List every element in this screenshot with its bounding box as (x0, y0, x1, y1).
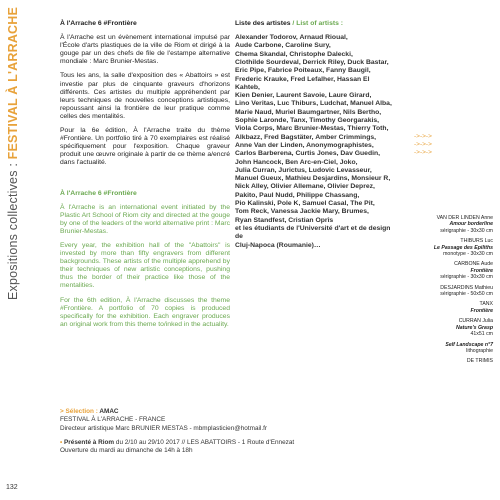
artist-line: Pio Kalinski, Pole K, Samuel Casal, The Pit, (235, 200, 375, 208)
page-number: 132 (6, 484, 18, 491)
en-heading: À l'Arrache 6 #Frontière (60, 189, 137, 197)
artist-line: Anne Van der Linden, Anonymographistes, (235, 141, 374, 149)
artists-heading-sep: / (290, 20, 297, 27)
work-title: Frontière (470, 267, 493, 274)
artist-line: Eric Pipe, Fabrice Poiteaux, Fanny Baugil, (235, 67, 371, 75)
artist-line: Tom Reck, Vanessa Jackie Mary, Brumes, (235, 208, 369, 216)
arrow-decoration (414, 133, 432, 156)
work-title: Nature's Grasp (456, 324, 493, 331)
opening-hours-line: Ouverture du mardi au dimanche de 14h à 18h (60, 447, 193, 455)
work-artist: VAN DER LINDEN Anne (436, 215, 493, 221)
artist-line: Chema Skandal, Christophe Dalecki, (235, 50, 353, 58)
work-entry (380, 301, 493, 314)
artists-heading (235, 20, 395, 28)
artist-line: Viola Corps, Marc Brunier-Mestas, Thierry Toth, (235, 125, 389, 133)
artist-line: Sophie Laronde, Tanx, Timothy Georgarakis, (235, 117, 380, 125)
artists-heading-fr: Liste des artistes (235, 20, 291, 27)
en-paragraph-2: Every year, the exhibition hall of the "Abattoirs" is invested by more than fifty engravers from different backgrounds. These artists of the multiple apprehend by their techniques of new artistic conceptions, pushing thus the border of their practice like those of the mentalities. (60, 241, 230, 290)
work-tech: 41x51 cm (470, 331, 493, 338)
selection-prefix: > Sélection : (60, 408, 100, 415)
work-entry (380, 285, 493, 298)
artist-line: Clothilde Sourdeval, Derrick Riley, Duck Bastar, (235, 58, 389, 66)
work-artist: CARBONE Aude (454, 261, 493, 268)
en-paragraph-1: À l'Arrache is an international event initiated by the Plastic Art School of Riom city and directed at the gouge by one of the leaders of the world alternative print : Marc Brunier-Mestas. (60, 203, 230, 235)
presentation-line (60, 439, 440, 447)
footer (60, 408, 440, 455)
work-tech: sérigraphie - 30x30 cm (440, 274, 493, 281)
work-artist: TANX (479, 301, 493, 308)
work-entry (380, 238, 493, 257)
works-list (380, 215, 493, 369)
en-paragraph-3: For the 6th edition, À l'Arrache discusses the theme #Frontière. A portfolio of 70 copies is produced specifically for the exhibition. Each engraver produces an original work from this theme to/inked in the actuality. (60, 296, 230, 328)
work-entry (380, 318, 493, 337)
work-entry (380, 342, 493, 355)
artist-line: Alexander Todorov, Arnaud Rioual, (235, 34, 348, 42)
work-tech: monotype - 30x30 cm (443, 251, 493, 258)
section-title-festival: FESTIVAL À L'ARRACHE (6, 6, 20, 160)
work-entry (380, 261, 493, 280)
arrow-line: ->->-> (414, 140, 432, 148)
artist-line: Julia Curran, Jurictus, Ludovic Levasseur, (235, 166, 372, 174)
artist-line: Pakito, Paul Nudd, Philippe Chassang, (235, 191, 360, 199)
work-artist: DESJARDINS Mathieu (440, 284, 493, 291)
section-title (6, 0, 26, 300)
work-title: Amour borderline (449, 221, 493, 228)
work-artist: THIBURS Luc (460, 238, 493, 245)
artist-line: et les étudiants de l'Université d'art et de design de (235, 224, 391, 241)
selection-name: AMAC (99, 408, 119, 415)
artist-line: Aude Carbone, Caroline Sury, (235, 42, 331, 50)
presentation-label: Présenté à Riom (64, 438, 115, 446)
work-artist: DE TRIMIS (466, 358, 493, 365)
artists-heading-en: List of artists : (296, 20, 344, 27)
fr-paragraph-2: Tous les ans, la salle d'exposition des « Abattoirs » est investie par plus de cinquante graveurs d'horizons différents. Ces artistes du multiple appréhendent par leurs techniques de nouvelles conceptions artistiques, repoussant ainsi la frontière de leur pratique comme celles des mentalités. (60, 72, 230, 120)
work-artist: CURRAN Julia (458, 318, 493, 325)
artist-line: Cluj-Napoca (Roumanie)… (235, 241, 321, 249)
fr-paragraph-1: À l'Arrache est un évènement international impulsé par l'École d'arts plastiques de la ville de Riom et dirigé à la gouge par un des chefs de file de l'estampe alternative mondiale : Marc Brunier-Mestas. (60, 34, 230, 66)
artist-line: Nick Alley, Olivier Allemane, Olivier Deprez, (235, 183, 375, 191)
sidebar (0, 0, 31, 500)
work-title: Le Passage des Epiliths (433, 244, 493, 251)
arrow-line: ->->-> (414, 148, 432, 156)
work-entry (380, 215, 493, 234)
work-tech: sérigraphie - 50x50 cm (440, 291, 493, 298)
artist-line: Lino Veritas, Luc Thiburs, Ludchat, Manuel Alba, (235, 100, 392, 108)
section-title-prefix: Expositions collectives : (6, 159, 20, 300)
presentation-bullet: • (60, 438, 65, 446)
work-title: Self Landscape n°7 (445, 341, 493, 348)
artist-line: John Hancock, Ben Arc-en-Ciel, Joko, (235, 158, 358, 166)
festival-line: FESTIVAL À L'ARRACHE - FRANCE (60, 416, 166, 424)
arrow-line: ->->-> (414, 133, 432, 140)
artist-line: Marie Naud, Muriel Baumgartner, Nils Bertho, (235, 108, 382, 116)
left-column (60, 20, 230, 335)
fr-heading: À l'Arrache 6 #Frontière (60, 20, 137, 27)
work-tech: sérigraphie - 30x30 cm (440, 227, 493, 234)
artist-line: Kien Denier, Laurent Savoie, Laure Girard, (235, 92, 372, 100)
work-tech: lithographie (466, 347, 493, 354)
artist-line: Alkbazz, Fred Bagstäter, Amber Crimmings, (235, 133, 377, 141)
artist-line: Carlos Barberena, Curtis Jones, Dav Guedin, (235, 150, 381, 158)
fr-paragraph-3: Pour la 6e édition, À l'Arrache traite du thème #Frontière. Un portfolio tiré à 70 exemplaires est réalisé spécifiquement pour l'exposition. Chaque graveur produit une œuvre originale à partir de ce thème a/encré dans l'actualité. (60, 127, 231, 167)
work-entry (380, 358, 493, 364)
presentation-text: du 2/10 au 29/10 2017 // LES ABATTOIRS - 1 Route d'Ennezat (114, 438, 295, 446)
artist-line: Ryan Standfest, Cristian Oprîs (235, 216, 334, 224)
artist-line: Manuel Gueux, Mathieu Desjardins, Monsieur R, (235, 175, 391, 183)
artists-column (235, 20, 395, 250)
director-line: Directeur artistique Marc BRUNIER MESTAS - mbmplasticien@hotmail.fr (60, 424, 268, 432)
artists-list (235, 34, 395, 250)
work-title: Frontière (470, 307, 493, 314)
artist-line: Frederic Krauke, Fred Lefalher, Hassan El Kahteb, (235, 75, 370, 91)
